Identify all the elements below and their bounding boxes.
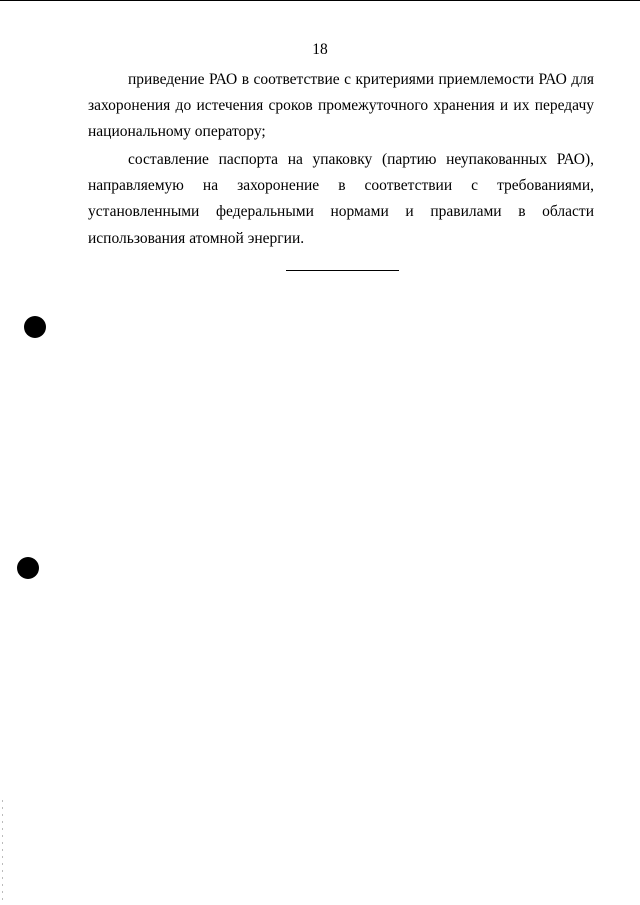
paragraph-line: национальному оператору; <box>88 123 266 141</box>
punch-hole-mark <box>24 316 46 338</box>
paragraph-line: установленными федеральными нормами и правилами в области <box>88 203 594 221</box>
paragraph-line: использования атомной энергии. <box>88 229 305 247</box>
paragraph-passport-compilation <box>88 147 594 252</box>
top-edge-line <box>0 0 640 1</box>
paragraph-line: приведение РАО в соответствие с критериями приемлемости РАО для <box>128 71 594 88</box>
paragraph-line: составление паспорта на упаковку (партию неупакованных РАО), <box>128 151 594 168</box>
page-number: 18 <box>312 41 328 58</box>
scan-edge-artifact <box>2 800 3 900</box>
paragraph-line: направляемую на захоронение в соответствии с требованиями, <box>88 177 594 195</box>
punch-hole-mark <box>17 557 39 579</box>
paragraph-line: захоронения до истечения сроков промежуточного хранения и их передачу <box>88 97 594 115</box>
document-end-rule <box>286 270 399 271</box>
paragraph-rao-preparation <box>88 67 594 146</box>
